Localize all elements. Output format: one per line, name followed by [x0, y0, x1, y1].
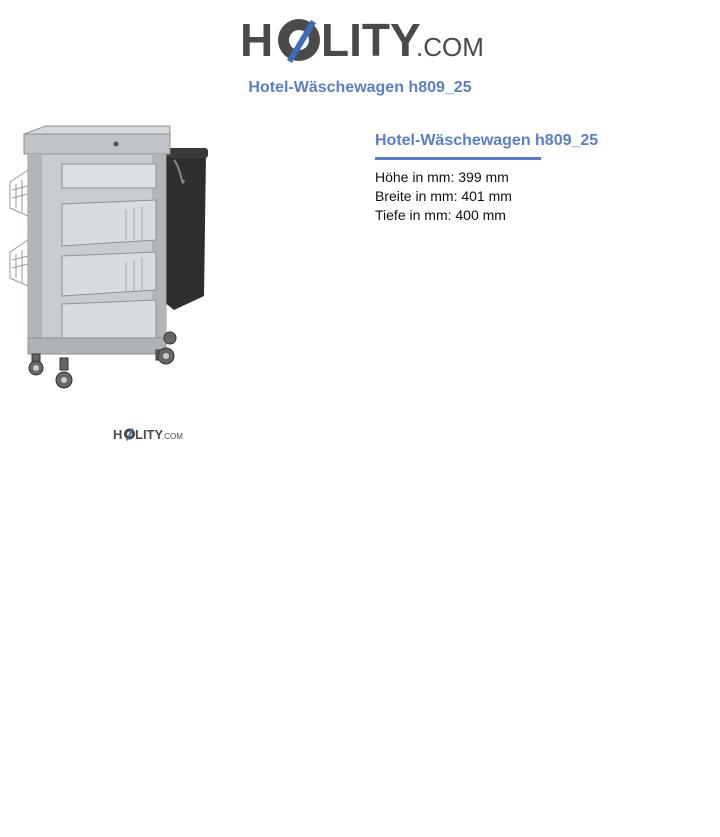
- title-underline: [375, 157, 541, 160]
- logo-text-lity: LITY: [321, 14, 421, 66]
- watermark-text-lity: LITY: [135, 427, 164, 442]
- holity-watermark-logo: [113, 425, 185, 443]
- spec-width: Breite in mm: 401 mm: [375, 188, 512, 204]
- page-title: Hotel-Wäschewagen h809_25: [248, 79, 472, 96]
- logo-text-h: H: [240, 14, 274, 66]
- logo-text-com: .COM: [416, 32, 484, 62]
- product-info: [375, 131, 675, 225]
- logo-o-icon: [278, 19, 320, 63]
- spec-height: Höhe in mm: 399 mm: [375, 169, 509, 185]
- laundry-cart-image[interactable]: [6, 120, 216, 400]
- product-title: Hotel-Wäschewagen h809_25: [375, 132, 599, 149]
- watermark-text-com: .COM: [162, 432, 183, 441]
- spec-depth: Tiefe in mm: 400 mm: [375, 207, 506, 223]
- holity-logo[interactable]: [240, 12, 485, 68]
- watermark-text-h: H: [113, 427, 123, 442]
- watermark-o-icon: [124, 428, 135, 441]
